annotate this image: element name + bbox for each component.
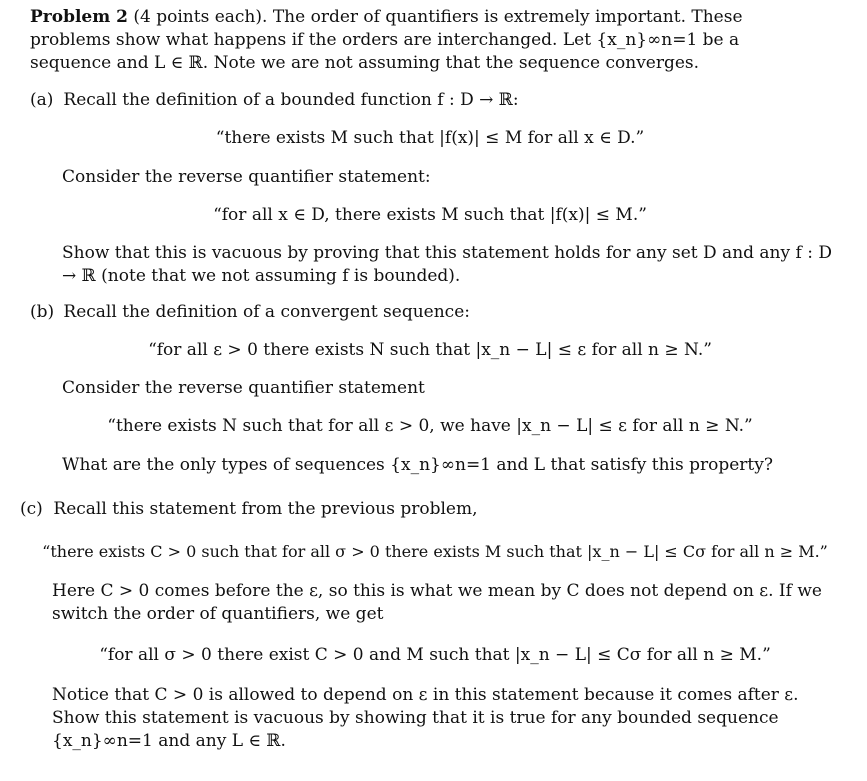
part-a-lead: Recall the definition of a bounded function f : D → ℝ: xyxy=(63,90,519,110)
part-b-quote2: “there exists N such that for all ε > 0, we have |x_n − L| ≤ ε for all n ≥ N.” xyxy=(107,416,753,436)
problem-label: Problem 2 xyxy=(30,7,128,27)
part-b-lead-line xyxy=(30,301,830,324)
part-a-lead-line xyxy=(30,89,830,112)
problem-intro xyxy=(30,6,820,75)
part-a-quote1: “there exists M such that |f(x)| ≤ M for all x ∈ D.” xyxy=(215,128,645,148)
part-a-show: Show that this is vacuous by proving that this statement holds for any set D and any f : D → ℝ (note that we not assuming f is bounded). xyxy=(62,243,832,286)
part-c-notice: Notice that C > 0 is allowed to depend on ε in this statement because it comes after ε. Show this statement is vacuous by showing that it is true for any bounded sequence {x_n}∞n=1 and any L ∈ ℝ. xyxy=(52,685,799,751)
part-a-tag: (a) xyxy=(30,90,54,110)
part-c-lead: Recall this statement from the previous problem, xyxy=(53,499,478,519)
part-b-tag: (b) xyxy=(30,302,55,322)
part-c-here: Here C > 0 comes before the ε, so this is what we mean by C does not depend on ε. If we switch the order of quantifiers, we get xyxy=(52,581,822,624)
part-b-quote1: “for all ε > 0 there exists N such that |x_n − L| ≤ ε for all n ≥ N.” xyxy=(148,340,712,360)
problem-points: (4 points each). xyxy=(133,7,268,27)
part-a-quote2: “for all x ∈ D, there exists M such that |f(x)| ≤ M.” xyxy=(213,205,647,225)
part-c-quote1: “there exists C > 0 such that for all σ > 0 there exists M such that |x_n − L| ≤ Cσ for all n ≥ M.” xyxy=(42,542,828,561)
part-b-lead: Recall the definition of a convergent sequence: xyxy=(63,302,470,322)
part-b-question: What are the only types of sequences {x_n}∞n=1 and L that satisfy this property? xyxy=(62,455,773,475)
part-b-consider: Consider the reverse quantifier statement xyxy=(62,378,425,398)
part-a-consider: Consider the reverse quantifier statement: xyxy=(62,167,431,187)
problem-intro-text: The order of quantifiers is extremely important. These problems show what happens if the orders are interchanged. Let {x_n}∞n=1 be a sequence and L ∈ ℝ. Note we are not assuming that the sequence converges. xyxy=(30,7,743,73)
part-c-tag: (c) xyxy=(20,499,43,519)
part-c-quote2: “for all σ > 0 there exist C > 0 and M such that |x_n − L| ≤ Cσ for all n ≥ M.” xyxy=(99,645,771,665)
part-c-lead-line xyxy=(20,498,830,521)
